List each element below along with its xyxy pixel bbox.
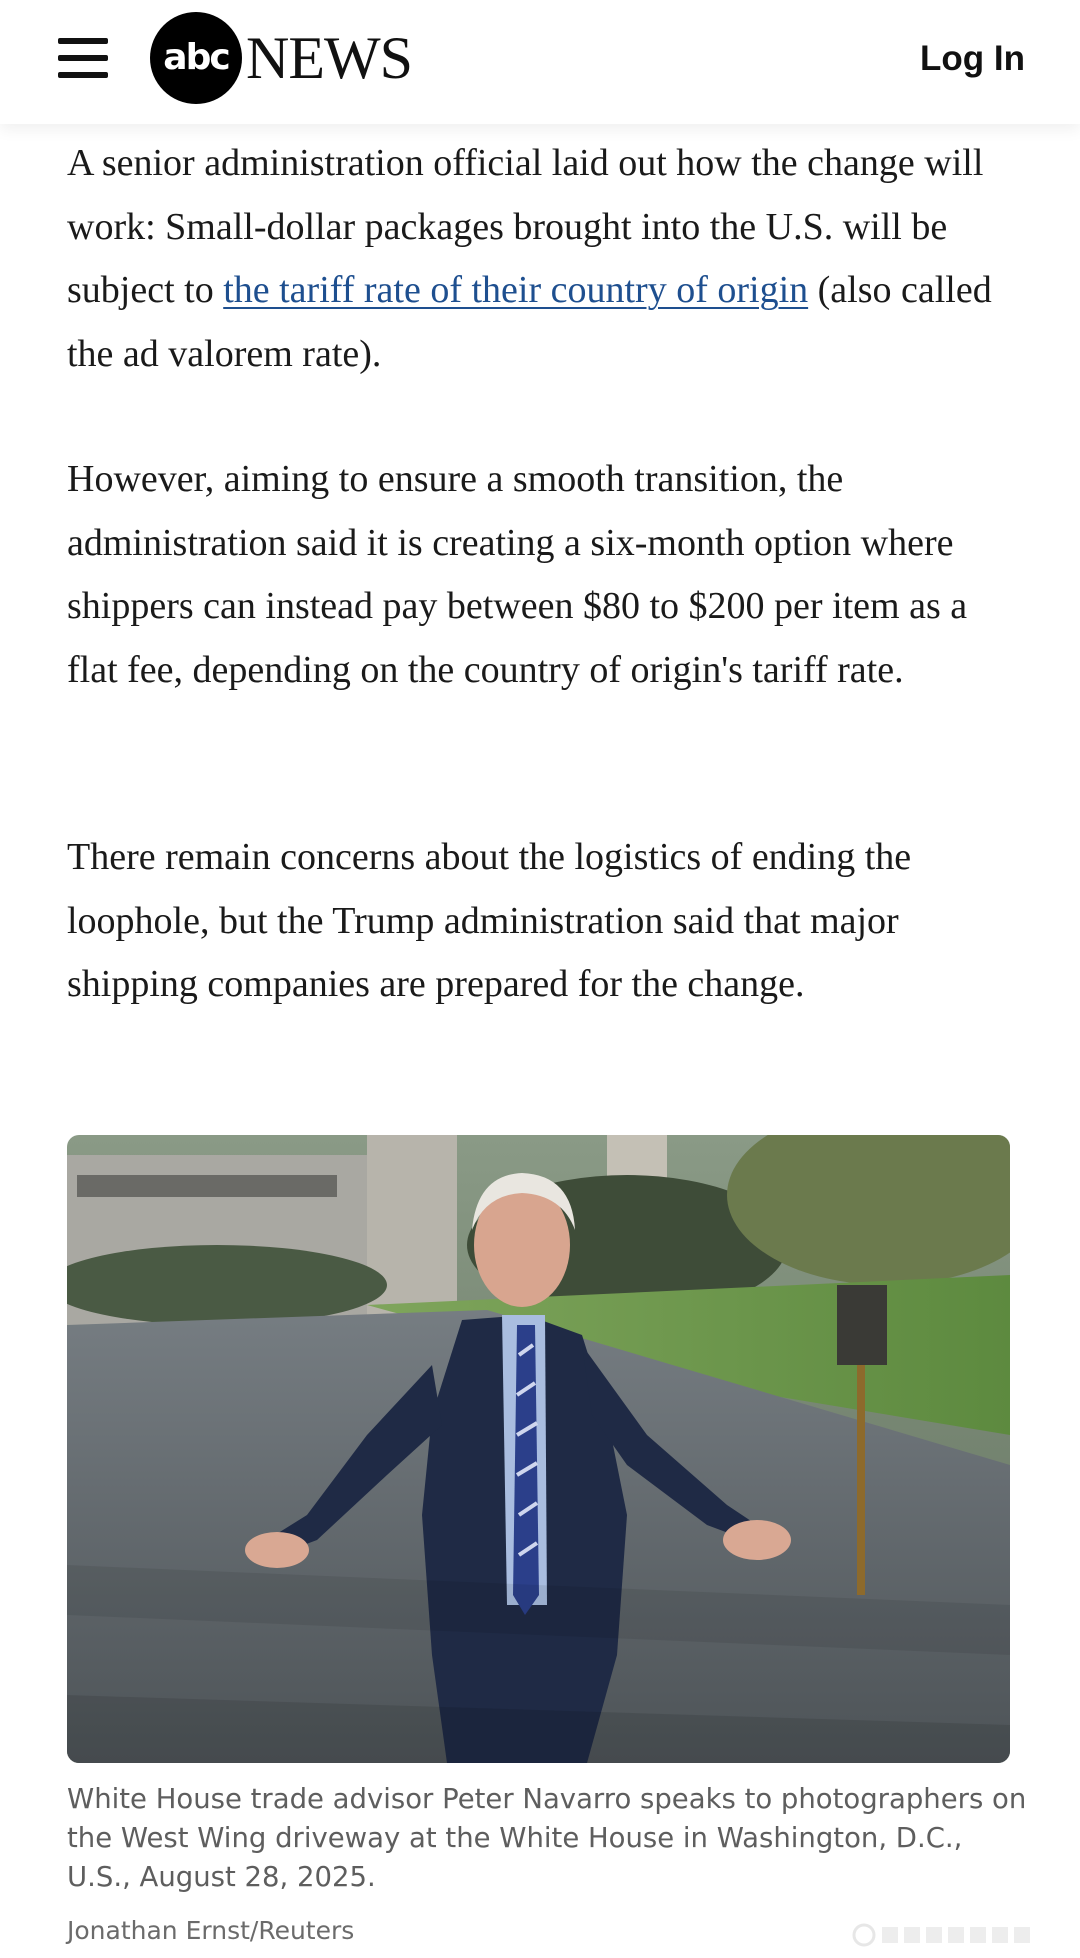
p1-text-after: (also called the ad valorem rate).: [67, 269, 992, 375]
photo-navarro-driveway: [67, 1135, 1010, 1763]
login-button[interactable]: Log In: [920, 39, 1025, 78]
article-photo[interactable]: [67, 1135, 1010, 1763]
tariff-rate-link[interactable]: the tariff rate of their country of origin: [223, 269, 809, 311]
article-paragraph-2: However, aiming to ensure a smooth transition, the administration said it is creating a six-month option where shippers can instead pay between $80 to $200 per item as a flat fee, depending on the country of origin's tariff rate.: [67, 458, 968, 691]
photo-credit: Jonathan Ernst/Reuters: [67, 1916, 355, 1945]
p1-text-before: A senior administration official laid out how the change will work: Small-dollar packages brought into the U.S. will be subject to: [67, 142, 984, 311]
watermark-icon: [852, 1922, 1052, 1948]
photo-caption: White House trade advisor Peter Navarro speaks to photographers on the West Wing driveway at the White House in Washington, D.C., U.S., August 28, 2025.: [67, 1783, 1027, 1893]
article-paragraph-1: [67, 132, 1027, 386]
news-wordmark: NEWS: [246, 25, 412, 91]
article-paragraph-3: There remain concerns about the logistics of ending the loophole, but the Trump administration said that major shipping companies are prepared for the change.: [67, 836, 912, 1005]
abc-news-logo[interactable]: [150, 12, 430, 104]
site-header: [0, 0, 1080, 124]
menu-icon[interactable]: [58, 38, 108, 78]
abc-logo-circle: abc: [150, 12, 242, 104]
